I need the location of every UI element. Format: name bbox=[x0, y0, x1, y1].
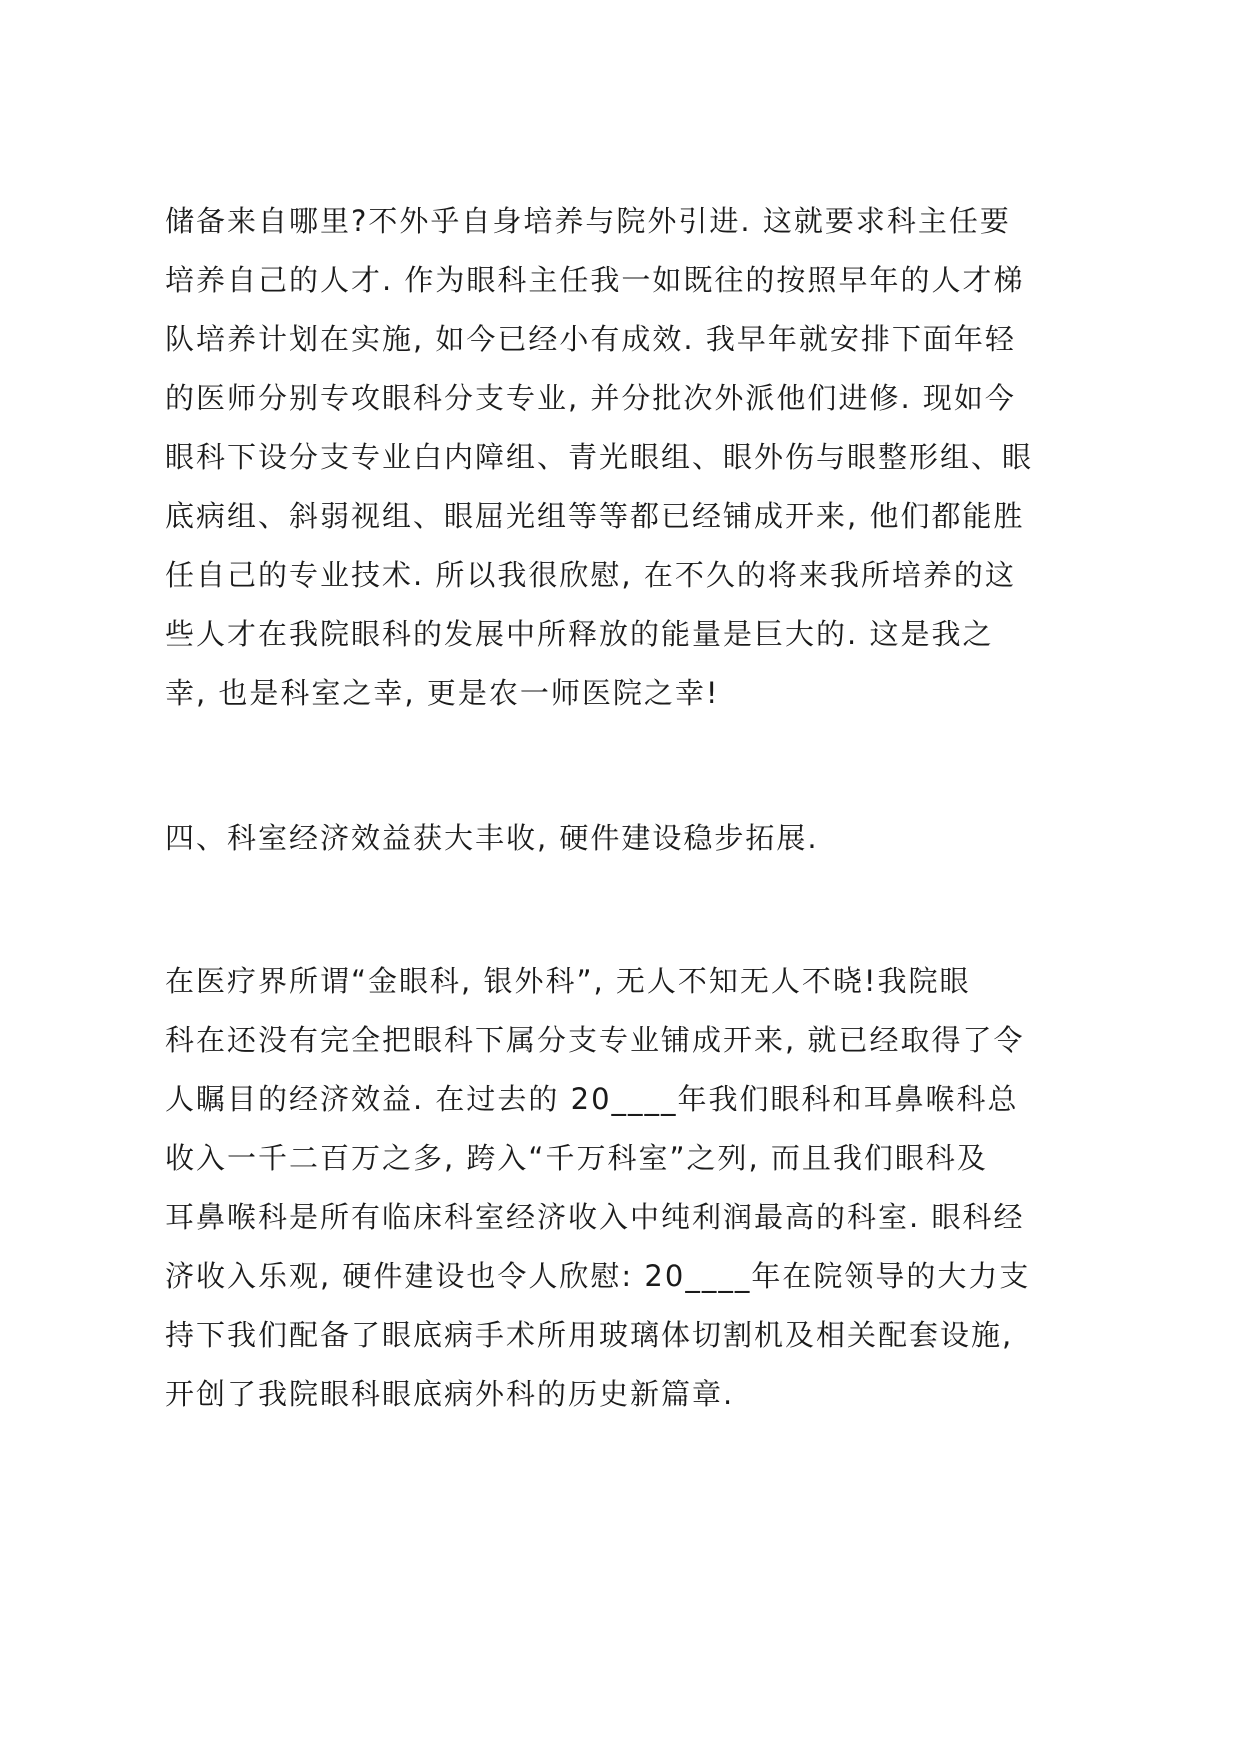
paragraph-line: 开创了我院眼科眼底病外科的历史新篇章. bbox=[165, 1377, 735, 1411]
paragraph-line: 培养自己的人才. 作为眼科主任我一如既往的按照早年的人才梯 bbox=[165, 263, 1025, 297]
paragraph-line: 收入一千二百万之多, 跨入“千万科室”之列, 而且我们眼科及 bbox=[165, 1141, 988, 1175]
paragraph-line: 耳鼻喉科是所有临床科室经济收入中纯利润最高的科室. 眼科经 bbox=[165, 1200, 1025, 1234]
paragraph-line: 的医师分别专攻眼科分支专业, 并分批次外派他们进修. 现如今 bbox=[165, 381, 1016, 415]
paragraph-line: 幸, 也是科室之幸, 更是农一师医院之幸! bbox=[165, 676, 720, 710]
paragraph-line: 些人才在我院眼科的发展中所释放的能量是巨大的. 这是我之 bbox=[165, 617, 994, 651]
paragraph-line: 底病组、斜弱视组、眼屈光组等等都已经铺成开来, 他们都能胜 bbox=[165, 499, 1025, 533]
paragraph-line: 人瞩目的经济效益. 在过去的 20____年我们眼科和耳鼻喉科总 bbox=[165, 1082, 1019, 1116]
section-heading: 四、科室经济效益获大丰收, 硬件建设稳步拓展. bbox=[165, 821, 819, 855]
paragraph-line: 持下我们配备了眼底病手术所用玻璃体切割机及相关配套设施, bbox=[165, 1318, 1014, 1352]
paragraph-line: 储备来自哪里?不外乎自身培养与院外引进. 这就要求科主任要 bbox=[165, 204, 1011, 238]
paragraph-line: 在医疗界所谓“金眼科, 银外科”, 无人不知无人不晓!我院眼 bbox=[165, 964, 971, 998]
paragraph-line: 科在还没有完全把眼科下属分支专业铺成开来, 就已经取得了令 bbox=[165, 1023, 1025, 1057]
paragraph-line: 济收入乐观, 硬件建设也令人欣慰: 20____年在院领导的大力支 bbox=[165, 1259, 1031, 1293]
paragraph-line: 队培养计划在实施, 如今已经小有成效. 我早年就安排下面年轻 bbox=[165, 322, 1016, 356]
paragraph-line: 任自己的专业技术. 所以我很欣慰, 在不久的将来我所培养的这 bbox=[165, 558, 1016, 592]
paragraph-line: 眼科下设分支专业白内障组、青光眼组、眼外伤与眼整形组、眼 bbox=[165, 440, 1034, 474]
